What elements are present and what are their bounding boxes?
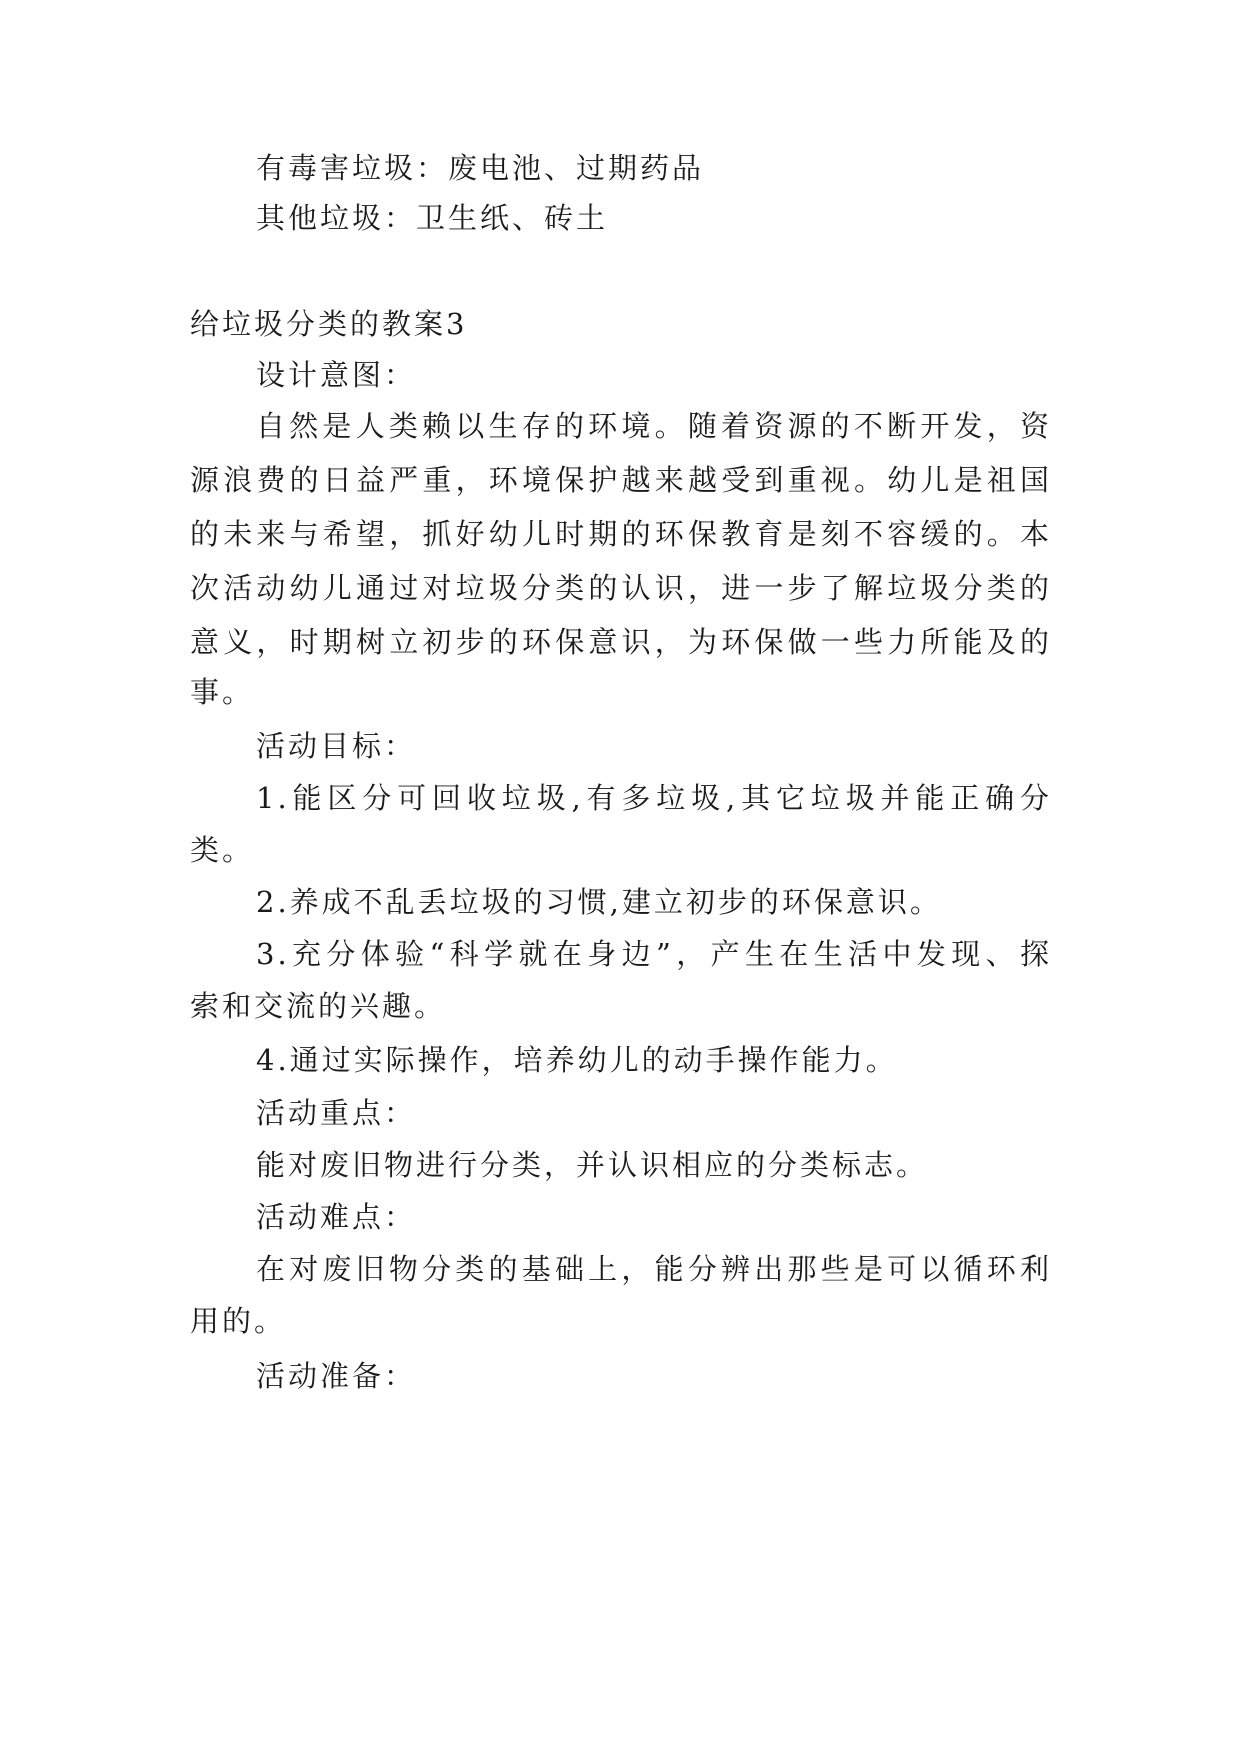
goal-item-1-continuation: 类。 (190, 833, 255, 867)
goal-item-1: 1.能区分可回收垃圾,有多垃圾,其它垃圾并能正确分 (256, 781, 1052, 815)
design-intent-line: 次活动幼儿通过对垃圾分类的认识，进一步了解垃圾分类的 (190, 571, 1052, 605)
goal-item-2: 2.养成不乱丢垃圾的习惯,建立初步的环保意识。 (256, 885, 942, 919)
difficulty-label: 活动难点： (256, 1200, 417, 1234)
design-intent-line: 事。 (190, 675, 255, 709)
design-intent-line: 源浪费的日益严重，环境保护越来越受到重视。幼儿是祖国 (190, 463, 1052, 497)
difficulty-text: 在对废旧物分类的基础上，能分辨出那些是可以循环利 (256, 1252, 1052, 1286)
toxic-waste-line: 有毒害垃圾：废电池、过期药品 (256, 151, 705, 185)
key-point-text: 能对废旧物进行分类，并认识相应的分类标志。 (256, 1148, 929, 1182)
other-waste-line: 其他垃圾：卫生纸、砖土 (256, 201, 609, 235)
design-intent-line: 的未来与希望，抓好幼儿时期的环保教育是刻不容缓的。本 (190, 517, 1052, 551)
key-point-label: 活动重点： (256, 1096, 417, 1130)
design-intent-label: 设计意图： (256, 358, 417, 392)
difficulty-text-continuation: 用的。 (190, 1304, 287, 1338)
design-intent-line: 意义，时期树立初步的环保意识，为环保做一些力所能及的 (190, 625, 1052, 659)
goals-label: 活动目标： (256, 729, 417, 763)
goal-item-4: 4.通过实际操作，培养幼儿的动手操作能力。 (256, 1043, 898, 1077)
goal-item-3-continuation: 索和交流的兴趣。 (190, 989, 447, 1023)
section-heading: 给垃圾分类的教案3 (190, 307, 468, 341)
goal-item-3: 3.充分体验“科学就在身边”，产生在生活中发现、探 (256, 937, 1052, 971)
design-intent-line: 自然是人类赖以生存的环境。随着资源的不断开发，资 (256, 409, 1052, 443)
preparation-label: 活动准备： (256, 1359, 417, 1393)
